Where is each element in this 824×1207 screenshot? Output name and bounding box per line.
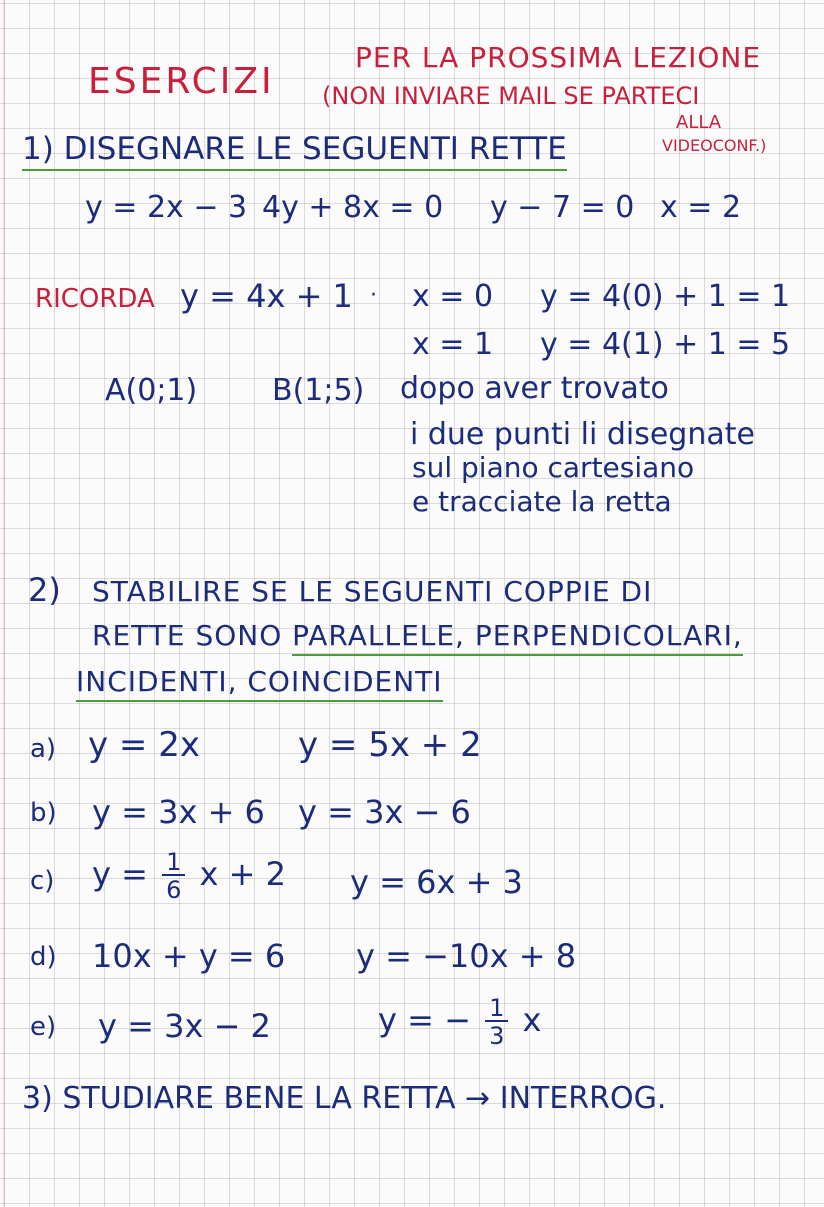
pair-c-line-1-prefix: y = [92,855,148,893]
remember-equation: y = 4x + 1 [180,277,353,315]
pair-e-line-1: y = 3x − 2 [98,1007,271,1045]
calc-x0: x = 0 [412,279,494,314]
exercise-2-title-line-2b: PARALLELE, PERPENDICOLARI, [292,619,743,656]
page-margin [3,0,5,1207]
pair-a-label: a) [30,734,57,764]
ex1-equation-3: y − 7 = 0 [490,190,635,225]
ex1-equation-2: 4y + 8x = 0 [262,190,444,225]
calc-y0: y = 4(0) + 1 = 1 [540,279,791,314]
pair-e-fraction [485,996,508,1048]
point-a: A(0;1) [105,373,198,408]
pair-c-line-1-suffix: x + 2 [199,855,286,893]
pair-e-line-2-suffix: x [522,1001,542,1039]
pair-b-line-1: y = 3x + 6 [92,793,265,831]
pair-c-fraction-numerator: 1 [162,850,185,876]
exercise-1-title-text: 1) DISEGNARE LE SEGUENTI RETTE [22,131,567,171]
instruction-line-3: sul piano cartesiano [412,451,695,484]
separator-dot: · [370,283,377,308]
pair-e-line-2 [378,996,541,1048]
exercise-2-title-line-3 [76,665,443,698]
pair-c-fraction-denominator: 6 [166,876,182,904]
pair-c-line-1 [92,850,286,902]
calc-y1: y = 4(1) + 1 = 5 [540,327,791,362]
exercise-2-title-line-2a: RETTE SONO [92,619,283,652]
exercise-2-title-line-2 [92,619,743,652]
remember-label: RICORDA [35,284,155,314]
exercise-3-text: 3) STUDIARE BENE LA RETTA → INTERROG. [22,1081,667,1116]
mail-note: (NON INVIARE MAIL SE PARTECI [322,82,700,110]
exercise-2-number: 2) [28,571,61,609]
pair-b-label: b) [30,798,57,828]
pair-c-label: c) [30,866,55,896]
instruction-line-4: e tracciate la retta [412,485,672,518]
pair-a-line-2: y = 5x + 2 [298,725,482,765]
pair-d-line-1: 10x + y = 6 [92,937,286,975]
ex1-equation-1: y = 2x − 3 [85,190,248,225]
page-title: ESERCIZI [88,61,275,102]
exercise-2-title-line-1: STABILIRE SE LE SEGUENTI COPPIE DI [92,575,653,608]
calc-x1: x = 1 [412,327,494,362]
lesson-note: PER LA PROSSIMA LEZIONE [355,41,762,74]
pair-e-line-2-prefix: y = − [378,1001,471,1039]
instruction-line-1: dopo aver trovato [400,371,669,406]
exercise-1-title [22,131,567,167]
pair-e-label: e) [30,1012,57,1042]
pair-d-label: d) [30,942,57,972]
pair-e-fraction-denominator: 3 [489,1022,505,1050]
pair-d-line-2: y = −10x + 8 [356,937,577,975]
mail-note-videoconf: VIDEOCONF.) [662,136,767,155]
ex1-equation-4: x = 2 [660,190,742,225]
pair-a-line-1: y = 2x [88,725,200,765]
pair-c-fraction [162,850,185,902]
instruction-line-2: i due punti li disegnate [410,417,755,452]
mail-note-alla: ALLA [676,112,722,133]
pair-c-line-2: y = 6x + 3 [350,863,523,901]
point-b: B(1;5) [272,373,365,408]
pair-e-fraction-numerator: 1 [485,996,508,1022]
pair-b-line-2: y = 3x − 6 [298,793,471,831]
exercise-2-title-line-3-text: INCIDENTI, COINCIDENTI [76,665,443,702]
